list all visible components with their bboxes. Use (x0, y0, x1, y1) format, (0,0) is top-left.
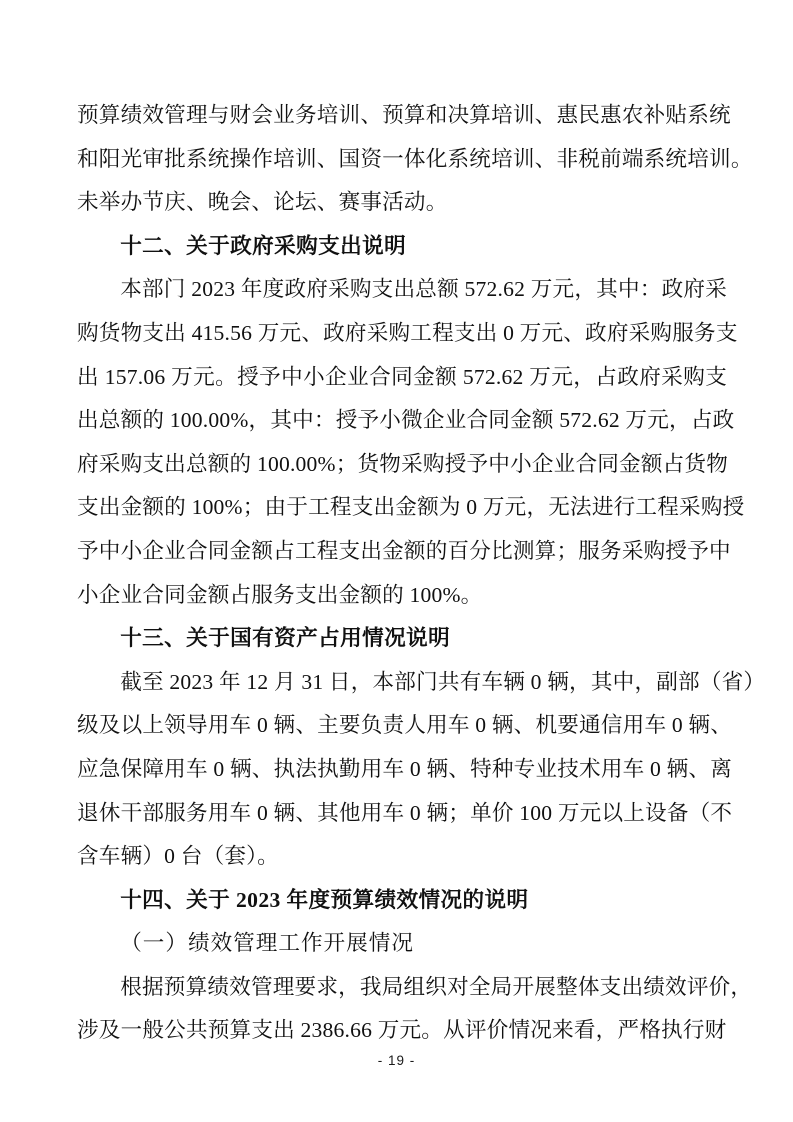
text-line: 退休干部服务用车 0 辆、其他用车 0 辆；单价 100 万元以上设备（不 (77, 800, 733, 825)
paragraph-performance-evaluation (77, 966, 753, 1053)
text-line: 预算绩效管理与财会业务培训、预算和决算培训、惠民惠农补贴系统 (77, 103, 731, 127)
section-heading-12-government-procurement: 十二、关于政府采购支出说明 (120, 233, 407, 258)
text-line: 级及以上领导用车 0 辆、主要负责人用车 0 辆、机要通信用车 0 辆、 (77, 713, 733, 738)
text-line: 本部门 2023 年度政府采购支出总额 572.62 万元，其中：政府采 (120, 277, 727, 302)
text-line: 购货物支出 415.56 万元、政府采购工程支出 0 万元、政府采购服务支 (77, 320, 738, 345)
text-line: 府采购支出总额的 100.00%；货物采购授予中小企业合同金额占货物 (77, 451, 729, 476)
text-line: 截至 2023 年 12 月 31 日，本部门共有车辆 0 辆，其中，副部（省） (120, 669, 766, 694)
page-number: - 19 - (377, 1053, 416, 1068)
text-line: 含车辆）0 台（套）。 (77, 844, 279, 869)
text-line: 和阳光审批系统操作培训、国资一体化系统培训、非税前端系统培训。 (77, 146, 753, 171)
section-heading-13-state-owned-assets: 十三、关于国有资产占用情况说明 (120, 626, 451, 651)
text-line: 根据预算绩效管理要求，我局组织对全局开展整体支出绩效评价， (120, 974, 753, 999)
text-line: 支出金额的 100%；由于工程支出金额为 0 万元，无法进行工程采购授 (77, 495, 745, 520)
subsection-heading-performance-management: （一）绩效管理工作开展情况 (120, 931, 414, 956)
text-line: 小企业合同金额占服务支出金额的 100%。 (77, 582, 483, 607)
text-line: 予中小企业合同金额占工程支出金额的百分比测算；服务采购授予中 (77, 538, 731, 563)
paragraph-training-continuation (77, 94, 753, 225)
document-body (77, 94, 766, 1053)
text-line: 应急保障用车 0 辆、执法执勤用车 0 辆、特种专业技术用车 0 辆、离 (77, 756, 733, 781)
text-line: 涉及一般公共预算支出 2386.66 万元。从评价情况来看，严格执行财 (77, 1018, 727, 1043)
text-line: 出 157.06 万元。授予中小企业合同金额 572.62 万元，占政府采购支 (77, 364, 727, 389)
text-line: 未举办节庆、晚会、论坛、赛事活动。 (77, 190, 448, 215)
section-heading-14-budget-performance: 十四、关于 2023 年度预算绩效情况的说明 (120, 887, 529, 912)
paragraph-procurement-spending (77, 268, 745, 617)
paragraph-state-assets-vehicles (77, 661, 766, 879)
text-line: 出总额的 100.00%，其中：授予小微企业合同金额 572.62 万元，占政 (77, 408, 735, 433)
